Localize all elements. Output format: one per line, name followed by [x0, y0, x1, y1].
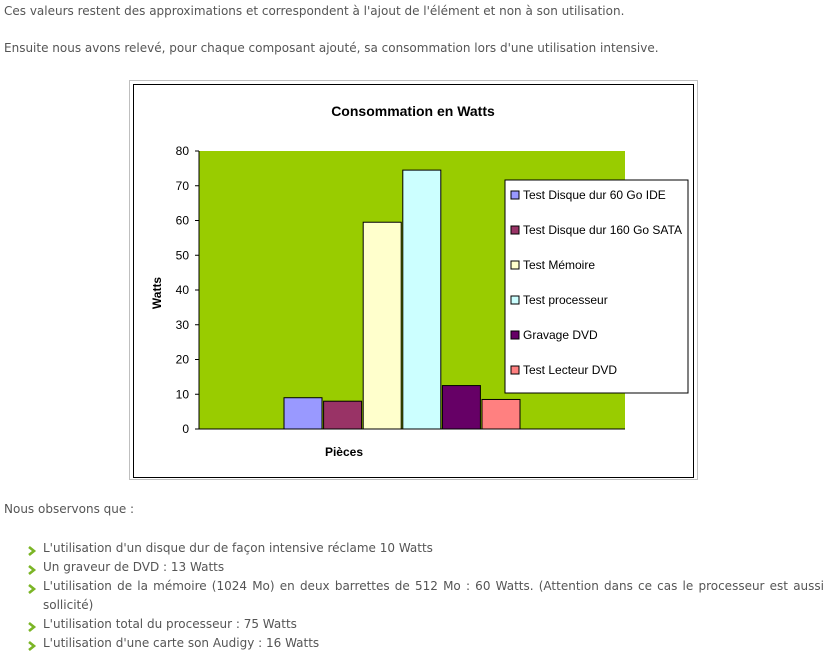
- legend-swatch-4: [511, 296, 519, 304]
- legend-label-2: Test Disque dur 160 Go SATA: [523, 223, 682, 237]
- legend-swatch-6: [511, 366, 519, 374]
- observation-item: [28, 558, 824, 577]
- observation-item: [28, 539, 824, 558]
- bar-1: [284, 398, 322, 429]
- observation-text: L'utilisation d'une carte son Audigy : 16 Watts: [43, 636, 320, 650]
- chevron-right-icon: [28, 562, 37, 572]
- chart-frame: [129, 80, 698, 480]
- legend-label-5: Gravage DVD: [523, 328, 598, 342]
- legend-label-1: Test Disque dur 60 Go IDE: [523, 188, 666, 202]
- legend-swatch-1: [511, 191, 519, 199]
- observation-text: Un graveur de DVD : 13 Watts: [43, 560, 225, 574]
- observation-item: [28, 615, 824, 634]
- y-tick-label: 20: [175, 352, 189, 367]
- bar-4: [403, 170, 441, 429]
- legend-label-3: Test Mémoire: [523, 258, 596, 272]
- y-tick-label: 10: [175, 387, 189, 402]
- chart-area: [133, 84, 694, 478]
- observation-item: [28, 634, 824, 653]
- legend-box: [505, 180, 688, 393]
- chevron-right-icon: [28, 619, 37, 629]
- y-axis-label: Watts: [150, 276, 164, 310]
- y-tick-label: 50: [175, 248, 189, 263]
- legend-swatch-2: [511, 226, 519, 234]
- legend-label-6: Test Lecteur DVD: [523, 363, 618, 377]
- intro-paragraph-2: Ensuite nous avons relevé, pour chaque composant ajouté, sa consommation lors d'une utilisation intensive.: [4, 41, 659, 55]
- chart-title: Consommation en Watts: [331, 103, 495, 119]
- chevron-right-icon: [28, 543, 37, 553]
- y-tick-label: 30: [175, 317, 189, 332]
- y-tick-label: 70: [175, 178, 189, 193]
- y-tick-label: 0: [182, 422, 189, 436]
- x-axis-label: Pièces: [324, 445, 364, 459]
- legend-label-4: Test processeur: [523, 293, 608, 307]
- chevron-right-icon: [28, 638, 37, 648]
- bar-chart: [134, 85, 693, 477]
- legend-swatch-3: [511, 261, 519, 269]
- bar-6: [482, 399, 520, 429]
- observation-text: L'utilisation d'un disque dur de façon intensive réclame 10 Watts: [43, 541, 433, 555]
- bar-5: [442, 386, 480, 429]
- legend-swatch-5: [511, 331, 519, 339]
- observation-text: L'utilisation de la mémoire (1024 Mo) en deux barrettes de 512 Mo : 60 Watts. (Attention dans ce cas le processeur est aussi sollicité): [43, 579, 824, 612]
- y-tick-label: 80: [175, 144, 189, 158]
- observation-item: [28, 577, 824, 615]
- bar-2: [324, 401, 362, 429]
- chevron-right-icon: [28, 581, 37, 591]
- y-tick-label: 60: [175, 213, 189, 228]
- observation-text: L'utilisation total du processeur : 75 Watts: [43, 617, 297, 631]
- bar-3: [363, 222, 401, 429]
- intro-paragraph-1: Ces valeurs restent des approximations et correspondent à l'ajout de l'élément et non à son utilisation.: [4, 4, 625, 18]
- y-tick-label: 40: [175, 283, 189, 297]
- observations-list: [28, 539, 824, 653]
- observations-intro: Nous observons que :: [4, 502, 135, 516]
